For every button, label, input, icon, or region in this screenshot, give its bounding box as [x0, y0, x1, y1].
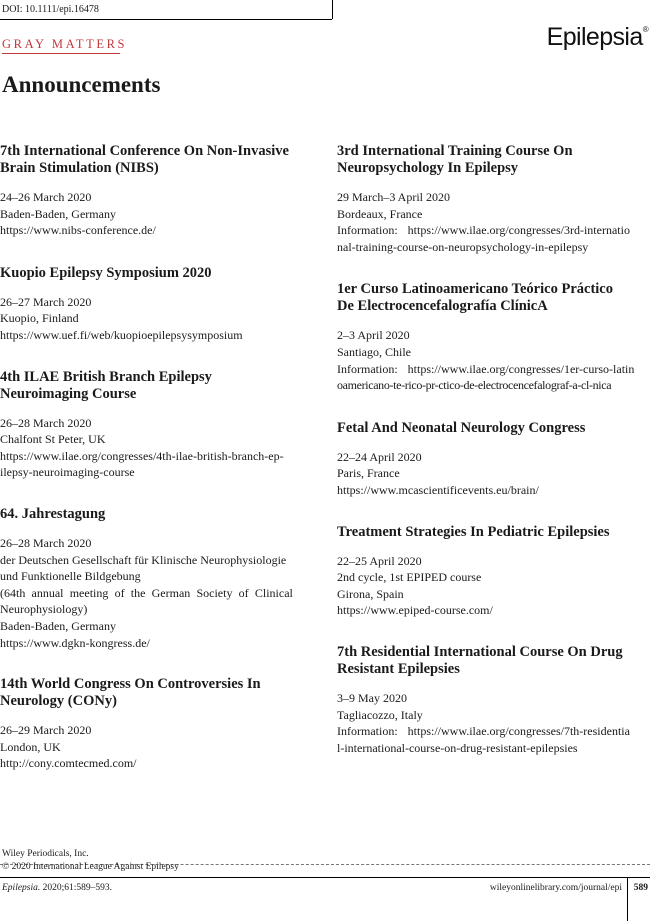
event-location: Santiago, Chile — [337, 344, 411, 359]
citation-details: 2020;61:589–593. — [40, 883, 113, 893]
event-location: Baden-Baden, Germany — [0, 206, 116, 221]
announcement-title: 3rd International Training Course On Neuropsychology In Epilepsy — [337, 143, 573, 176]
announcement-entry — [0, 369, 314, 481]
announcement-details — [337, 189, 650, 255]
event-link[interactable]: https://www.ilae.org/congresses/7th-residentia — [407, 724, 630, 739]
event-link[interactable]: http://cony.comtecmed.com/ — [0, 756, 137, 771]
announcement-details — [0, 294, 314, 344]
announcement-entry — [337, 143, 650, 255]
event-information — [337, 361, 650, 378]
announcement-entry — [0, 506, 314, 651]
event-location: Bordeaux, France — [337, 206, 423, 221]
publisher-text: Wiley Periodicals, Inc. — [2, 849, 89, 859]
event-link[interactable]: https://www.ilae.org/congresses/3rd-internatio — [407, 223, 630, 238]
announcement-title: Treatment Strategies In Pediatric Epilepsies — [337, 523, 610, 540]
announcement-entry — [0, 676, 314, 772]
event-location: Girona, Spain — [337, 586, 404, 601]
event-link[interactable]: https://www.epiped-course.com/ — [337, 603, 493, 618]
section-label: GRAY MATTERS — [2, 37, 128, 51]
announcement-entry — [337, 420, 650, 499]
event-date: 24–26 March 2020 — [0, 190, 92, 204]
event-date: 26–29 March 2020 — [0, 723, 92, 738]
event-location: Paris, France — [337, 466, 400, 481]
left-column — [0, 143, 314, 772]
announcement-details — [0, 189, 314, 239]
event-link-continued[interactable]: oamericano-te-rico-pr-ctico-de-electrocencefalograf-a-cl-nica — [337, 378, 612, 393]
citation — [2, 883, 112, 893]
announcement-details — [0, 535, 314, 651]
event-information — [337, 222, 650, 239]
event-date: 26–28 March 2020 — [0, 535, 92, 550]
event-date: 22–24 April 2020 — [337, 449, 422, 464]
event-link[interactable]: https://www.nibs-conference.de/ — [0, 223, 156, 238]
event-description: (64th annual meeting of the German Society of Clinical — [0, 585, 293, 600]
footer-bottom-rule — [0, 877, 650, 878]
event-link-continued[interactable]: nal-training-course-on-neuropsychology-in-epilepsy — [337, 239, 589, 254]
event-date: 26–27 March 2020 — [0, 294, 92, 309]
announcement-details — [337, 327, 650, 393]
registered-mark: ® — [642, 25, 648, 34]
event-link[interactable]: https://www.mcascientificevents.eu/brain/ — [337, 482, 539, 497]
announcement-entry — [337, 281, 650, 393]
event-date: 22–25 April 2020 — [337, 553, 422, 568]
event-link-continued[interactable]: ilepsy-neuroimaging-course — [0, 465, 135, 480]
copyright-text: © 2020 International League Against Epilepsy — [2, 862, 179, 872]
information-label: Information: — [337, 223, 398, 238]
journal-logo-text: Epilepsia — [546, 23, 643, 51]
event-link[interactable]: https://www.ilae.org/congresses/4th-ilae-british-branch-ep- — [0, 448, 284, 463]
journal-website[interactable]: wileyonlinelibrary.com/journal/epi — [489, 883, 622, 893]
event-link[interactable]: https://www.dgkn-kongress.de/ — [0, 635, 150, 650]
announcement-entry — [0, 265, 314, 344]
event-location: Chalfont St Peter, UK — [0, 432, 106, 447]
announcement-details — [337, 690, 650, 756]
event-description: 2nd cycle, 1st EPIPED course — [337, 570, 482, 585]
announcement-title: 64. Jahrestagung — [0, 505, 106, 522]
event-link[interactable]: https://www.ilae.org/congresses/1er-curso-latin — [407, 361, 635, 376]
event-location: Kuopio, Finland — [0, 311, 79, 326]
event-location: Baden-Baden, Germany — [0, 618, 116, 633]
event-location: London, UK — [0, 739, 61, 754]
announcement-entry — [337, 524, 650, 619]
header-rule-vertical — [332, 0, 333, 19]
announcement-details — [0, 722, 314, 772]
event-date: 3–9 May 2020 — [337, 690, 407, 705]
information-label: Information: — [337, 361, 398, 376]
announcement-title: 4th ILAE British Branch Epilepsy Neuroimaging Course — [0, 368, 212, 402]
event-date: 29 March–3 April 2020 — [337, 190, 450, 204]
announcement-details — [0, 415, 314, 481]
announcement-title: 14th World Congress On Controversies In Neurology (CONy) — [0, 676, 261, 710]
event-link-continued[interactable]: l-international-course-on-drug-resistant-epilepsies — [337, 740, 578, 755]
announcement-details — [337, 449, 650, 499]
event-description: Neurophysiology) — [0, 602, 88, 617]
announcement-title: 7th Residential International Course On Drug Resistant Epilepsies — [337, 643, 623, 677]
information-label: Information: — [337, 724, 398, 739]
event-location: Tagliacozzo, Italy — [337, 707, 423, 722]
event-description: und Funktionelle Bildgebung — [0, 569, 141, 584]
journal-logo — [547, 23, 648, 52]
announcement-entry — [337, 644, 650, 756]
page-title: Announcements — [2, 72, 161, 97]
section-underline — [2, 53, 120, 54]
event-description: der Deutschen Gesellschaft für Klinische Neurophysiologie — [0, 552, 287, 567]
event-date: 2–3 April 2020 — [337, 328, 410, 343]
announcement-title: Kuopio Epilepsy Symposium 2020 — [0, 264, 212, 281]
page-number: 589 — [633, 883, 648, 893]
announcement-title: 1er Curso Latinoamericano Teórico Práctico De Electrocencefalografía ClínicA — [337, 281, 613, 315]
announcement-entry — [0, 143, 314, 239]
event-link[interactable]: https://www.uef.fi/web/kuopioepilepsysymposium — [0, 327, 243, 342]
citation-journal: Epilepsia. — [2, 883, 41, 893]
header-rule — [0, 19, 332, 20]
announcement-title: 7th International Conference On Non-Invasive Brain Stimulation (NIBS) — [0, 143, 289, 176]
doi-text: DOI: 10.1111/epi.16478 — [2, 4, 99, 15]
event-date: 26–28 March 2020 — [0, 415, 92, 430]
event-information — [337, 723, 650, 740]
page-number-separator — [627, 877, 628, 921]
right-column — [337, 143, 650, 756]
announcement-title: Fetal And Neonatal Neurology Congress — [337, 419, 586, 436]
announcement-details — [337, 553, 650, 619]
